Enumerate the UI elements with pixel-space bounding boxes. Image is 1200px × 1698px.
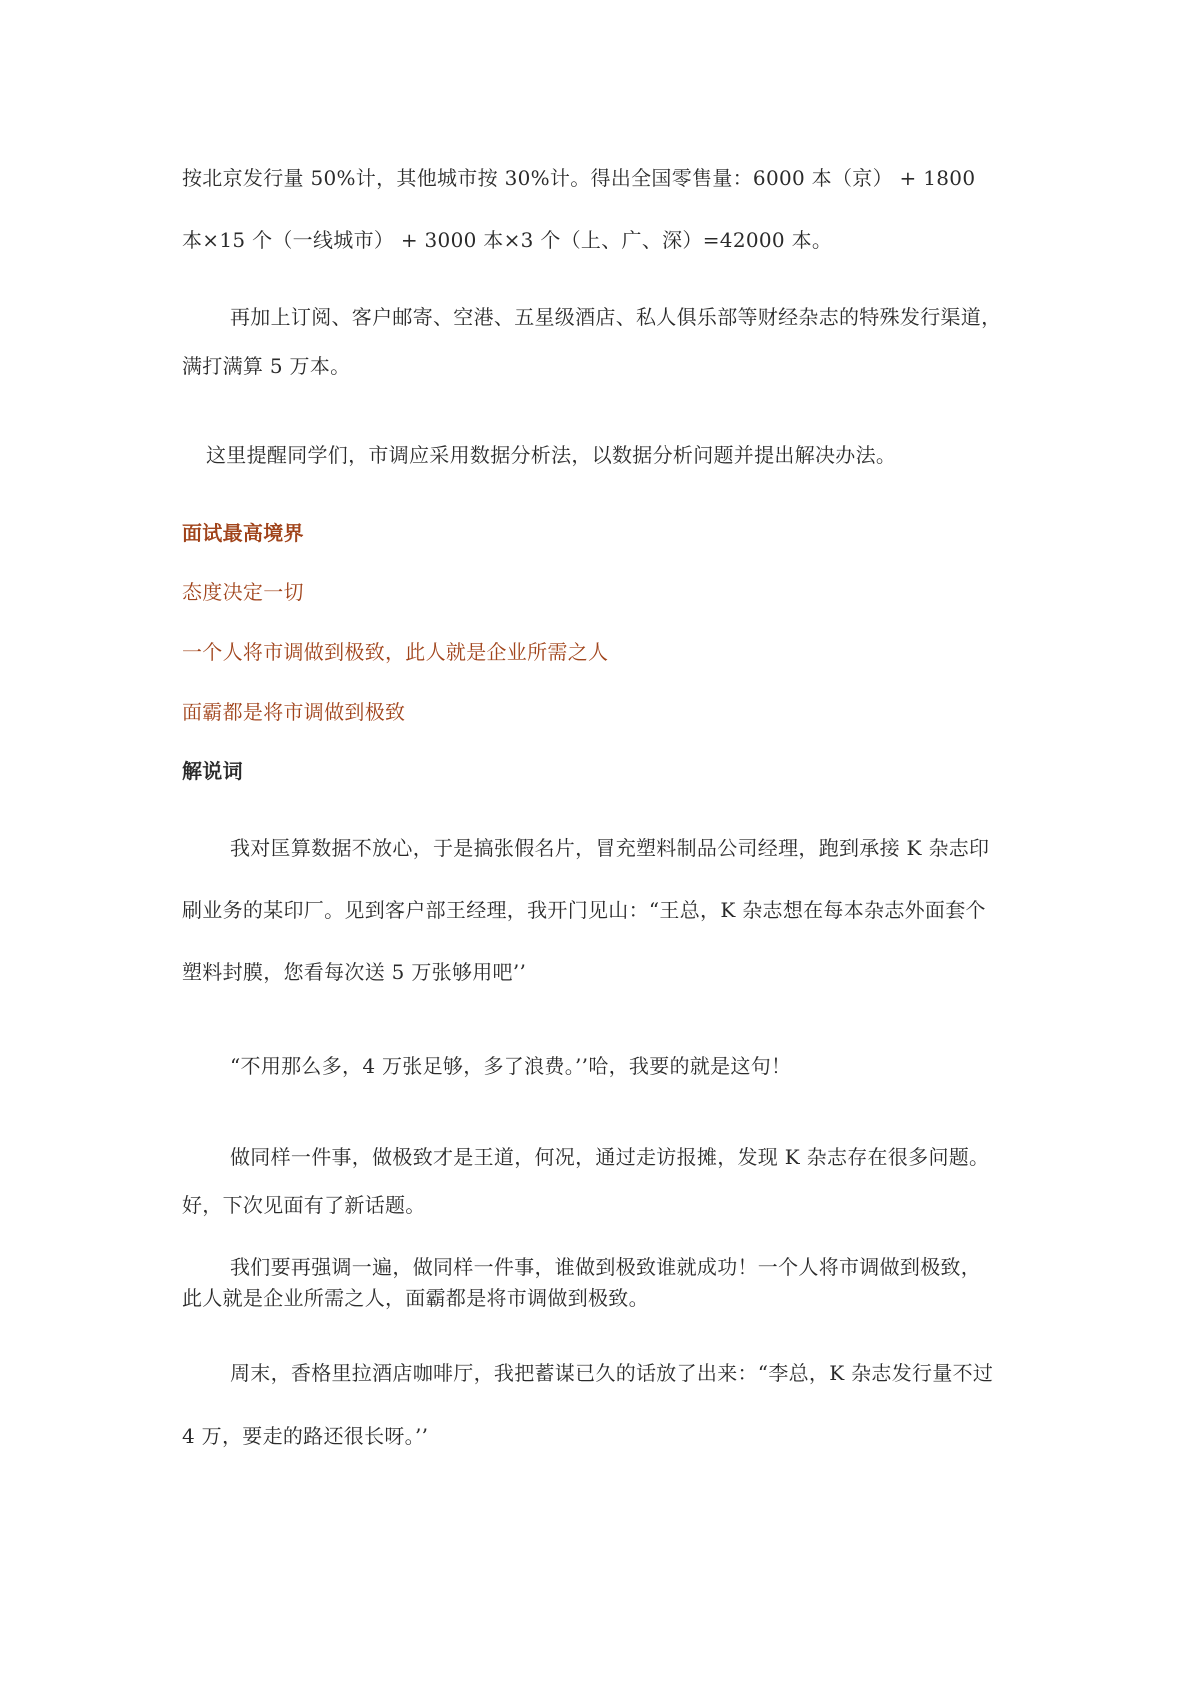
paragraph-line: 此人就是企业所需之人，面霸都是将市调做到极致。 [182,1286,649,1310]
paragraph-line: 4 万，要走的路还很长呀。’’ [182,1424,429,1448]
paragraph-line: 这里提醒同学们，市调应采用数据分析法，以数据分析问题并提出解决办法。 [206,443,897,467]
highlight-line: 一个人将市调做到极致，此人就是企业所需之人 [182,640,609,664]
paragraph-line: 我们要再强调一遍，做同样一件事，谁做到极致谁就成功！一个人将市调做到极致， [230,1255,982,1279]
paragraph-line: 周末，香格里拉酒店咖啡厅，我把蓄谋已久的话放了出来：“李总，K 杂志发行量不过 [230,1361,994,1385]
paragraph-line: 做同样一件事，做极致才是王道，何况，通过走访报摊，发现 K 杂志存在很多问题。 [230,1145,990,1169]
paragraph-line: 我对匡算数据不放心，于是搞张假名片，冒充塑料制品公司经理，跑到承接 K 杂志印 [230,836,990,860]
section-heading: 面试最高境界 [182,521,304,545]
subheading: 解说词 [182,759,243,783]
highlight-line: 面霸都是将市调做到极致 [182,700,406,724]
paragraph-line: 刷业务的某印厂。见到客户部王经理，我开门见山：“王总，K 杂志想在每本杂志外面套个 [182,898,986,922]
paragraph-line: 好，下次见面有了新话题。 [182,1193,426,1217]
paragraph-line: 塑料封膜，您看每次送 5 万张够用吧’’ [182,960,527,984]
highlight-line: 态度决定一切 [182,580,304,604]
paragraph-line: 再加上订阅、客户邮寄、空港、五星级酒店、私人俱乐部等财经杂志的特殊发行渠道， [230,305,1002,329]
paragraph-line: “不用那么多，4 万张足够，多了浪费。’’哈，我要的就是这句！ [230,1054,792,1078]
paragraph-line: 满打满算 5 万本。 [182,354,351,378]
paragraph-line: 本×15 个（一线城市） + 3000 本×3 个（上、广、深）=42000 本。 [182,228,833,252]
paragraph-line: 按北京发行量 50%计，其他城市按 30%计。得出全国零售量：6000 本（京） + 1800 [182,166,976,190]
